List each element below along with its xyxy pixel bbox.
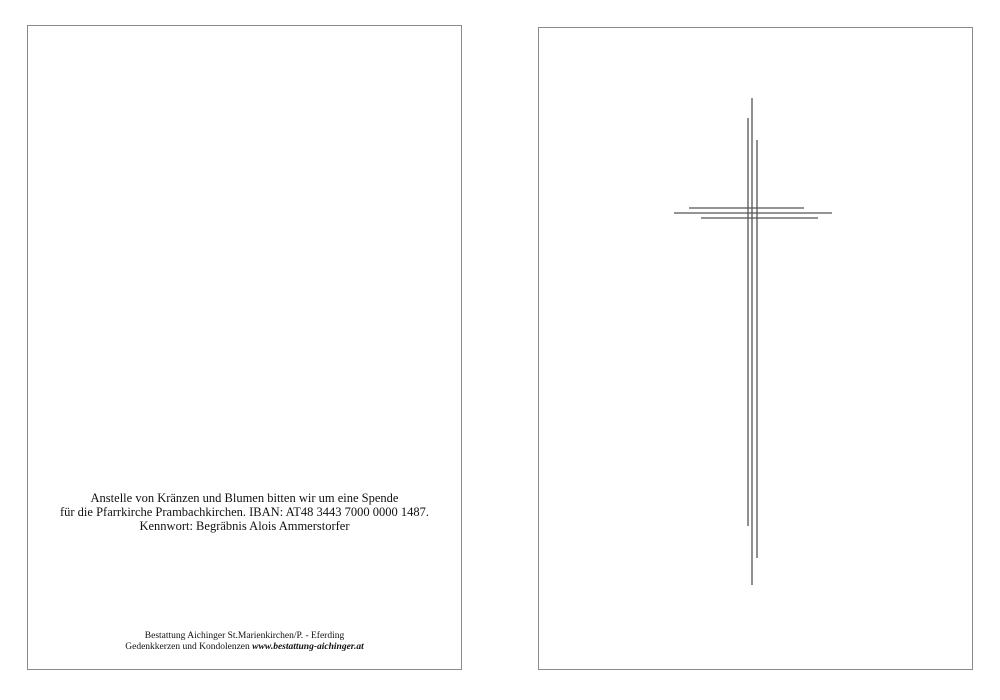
footer-line-1: Bestattung Aichinger St.Marienkirchen/P. - Eferding xyxy=(144,631,345,641)
cross-icon xyxy=(539,28,974,671)
funeral-home-footer xyxy=(28,631,461,653)
donation-line-3: Kennwort: Begräbnis Alois Ammerstorfer xyxy=(139,519,350,533)
card-page-left xyxy=(27,25,462,670)
footer-website-link[interactable]: www.bestattung-aichinger.at xyxy=(252,642,364,652)
footer-line-2 xyxy=(28,642,461,653)
donation-request xyxy=(28,491,461,533)
cross-lines xyxy=(674,98,832,585)
donation-line-2: für die Pfarrkirche Prambachkirchen. IBAN: AT48 3443 7000 0000 1487. xyxy=(59,505,430,519)
donation-line-1: Anstelle von Kränzen und Blumen bitten wir um eine Spende xyxy=(90,491,399,505)
footer-line-2-text: Gedenkkerzen und Kondolenzen xyxy=(125,642,253,652)
card-page-right xyxy=(538,27,973,670)
